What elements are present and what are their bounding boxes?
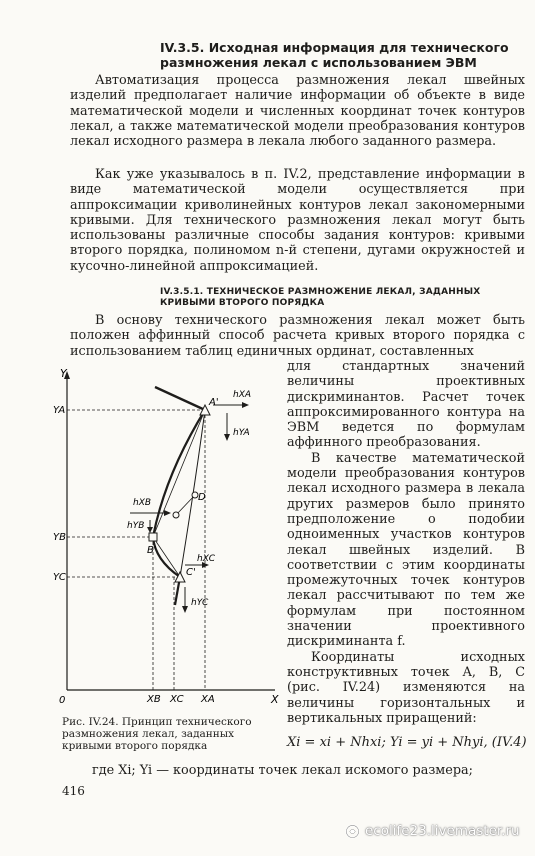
point-b-label: B' — [147, 545, 157, 556]
point-a-label: A' — [209, 397, 219, 408]
paragraph-3-text: В основу технического размножения лекал может быть положен аффинный способ расчета кривых второго порядка с использованием таблиц единичных ординат, составленных — [70, 313, 525, 359]
yc-label: YC — [53, 572, 66, 583]
chord-d — [176, 495, 195, 515]
hyc-arrowhead — [182, 606, 188, 613]
right-col-p1: для стандартных значений величины проективных дискриминантов. Расчет точек аппроксимированного контура на ЭВМ ведется по формулам аффинного преобразования. — [287, 359, 525, 451]
hxb-arrowhead — [164, 510, 171, 516]
right-col-p3: Координаты исходных конструктивных точек A, B, C (рис. IV.24) изменяются на величины горизонтальных и вертикальных приращений: — [287, 649, 525, 726]
xa-label: XA — [201, 694, 215, 705]
point-b-marker — [149, 533, 157, 541]
x-axis-label: X — [271, 693, 279, 706]
right-col-p2: В качестве математической модели преобразования контуров лекал исходного размера в лекала других размеров было принято предположение о подобии одноименных участков контуров лекал швейных изделий. В соответствии с этим координаты промежуточных точек контуров лекал рассчитывают по тем же формулам при постоянном значении проективного дискриминанта f. — [287, 450, 525, 650]
paragraph-1-text: Автоматизация процесса размножения лекал швейных изделий предполагает наличие информации об объекте в виде математической модели и численных координат точек контуров лекал, а также математической модели преобразования контуров лекал исходного размера в лекала любого заданного размера. — [70, 73, 525, 150]
section-heading: IV.3.5. Исходная информация для технического размножения лекал с использованием ЭВМ — [160, 40, 509, 70]
xb-label: XB — [147, 694, 161, 705]
watermark-logo-icon — [345, 824, 360, 839]
right-column-text — [287, 359, 525, 726]
watermark — [345, 823, 520, 839]
hyb-label: hYB — [127, 521, 145, 531]
ya-label: YA — [53, 405, 66, 416]
hxc-label: hXC — [197, 554, 215, 564]
figure-diagram — [55, 365, 280, 705]
chord-bc — [153, 537, 180, 577]
y-axis-label: Y — [60, 367, 67, 380]
origin-label: 0 — [59, 695, 66, 706]
hyc-label: hYC — [191, 598, 209, 608]
hxa-label: hXA — [233, 390, 252, 400]
xc-label: XC — [170, 694, 184, 705]
formula-iv-4: Xi = xi + Nhxi; Yi = yi + Nhyi, (IV.4) — [287, 735, 527, 750]
hya-arrowhead — [224, 434, 230, 441]
paragraph-2-text: Как уже указывалось в п. IV.2, представление информации в виде математической модели осуществляется при аппроксимации криволинейных контуров лекал закономерными кривыми. Для технического размножения лекал могут быть использованы различные способы задания контуров: кривыми второго порядка, полиномом n-й степени, дугами окружностей и кусочно-линейной аппроксимацией. — [70, 167, 525, 274]
chord-ab — [153, 410, 205, 537]
point-c-label: C' — [186, 567, 196, 578]
figure-iv-24 — [55, 365, 280, 705]
contour-top — [155, 387, 205, 410]
last-line: где Xi; Yi — координаты точек лекал искомого размера; — [92, 763, 473, 778]
point-d-label: D — [198, 492, 206, 503]
paragraph-2 — [70, 167, 525, 274]
hxa-arrowhead — [242, 402, 249, 408]
hya-label: hYA — [233, 428, 250, 438]
watermark-text: ecolife23.livemaster.ru — [365, 823, 520, 839]
yb-label: YB — [53, 532, 66, 543]
hyb-arrowhead — [147, 527, 153, 533]
hxb-label: hXB — [133, 498, 152, 508]
mid-point-marker — [173, 512, 179, 518]
page-number: 416 — [62, 784, 85, 798]
subsection-heading: IV.3.5.1. ТЕХНИЧЕСКОЕ РАЗМНОЖЕНИЕ ЛЕКАЛ, ЗАДАННЫХ КРИВЫМИ ВТОРОГО ПОРЯДКА — [160, 287, 481, 308]
paragraph-1 — [70, 73, 525, 149]
paragraph-3 — [70, 313, 525, 359]
figure-caption: Рис. IV.24. Принцип технического размножения лекал, заданных кривыми второго порядка — [62, 716, 252, 752]
